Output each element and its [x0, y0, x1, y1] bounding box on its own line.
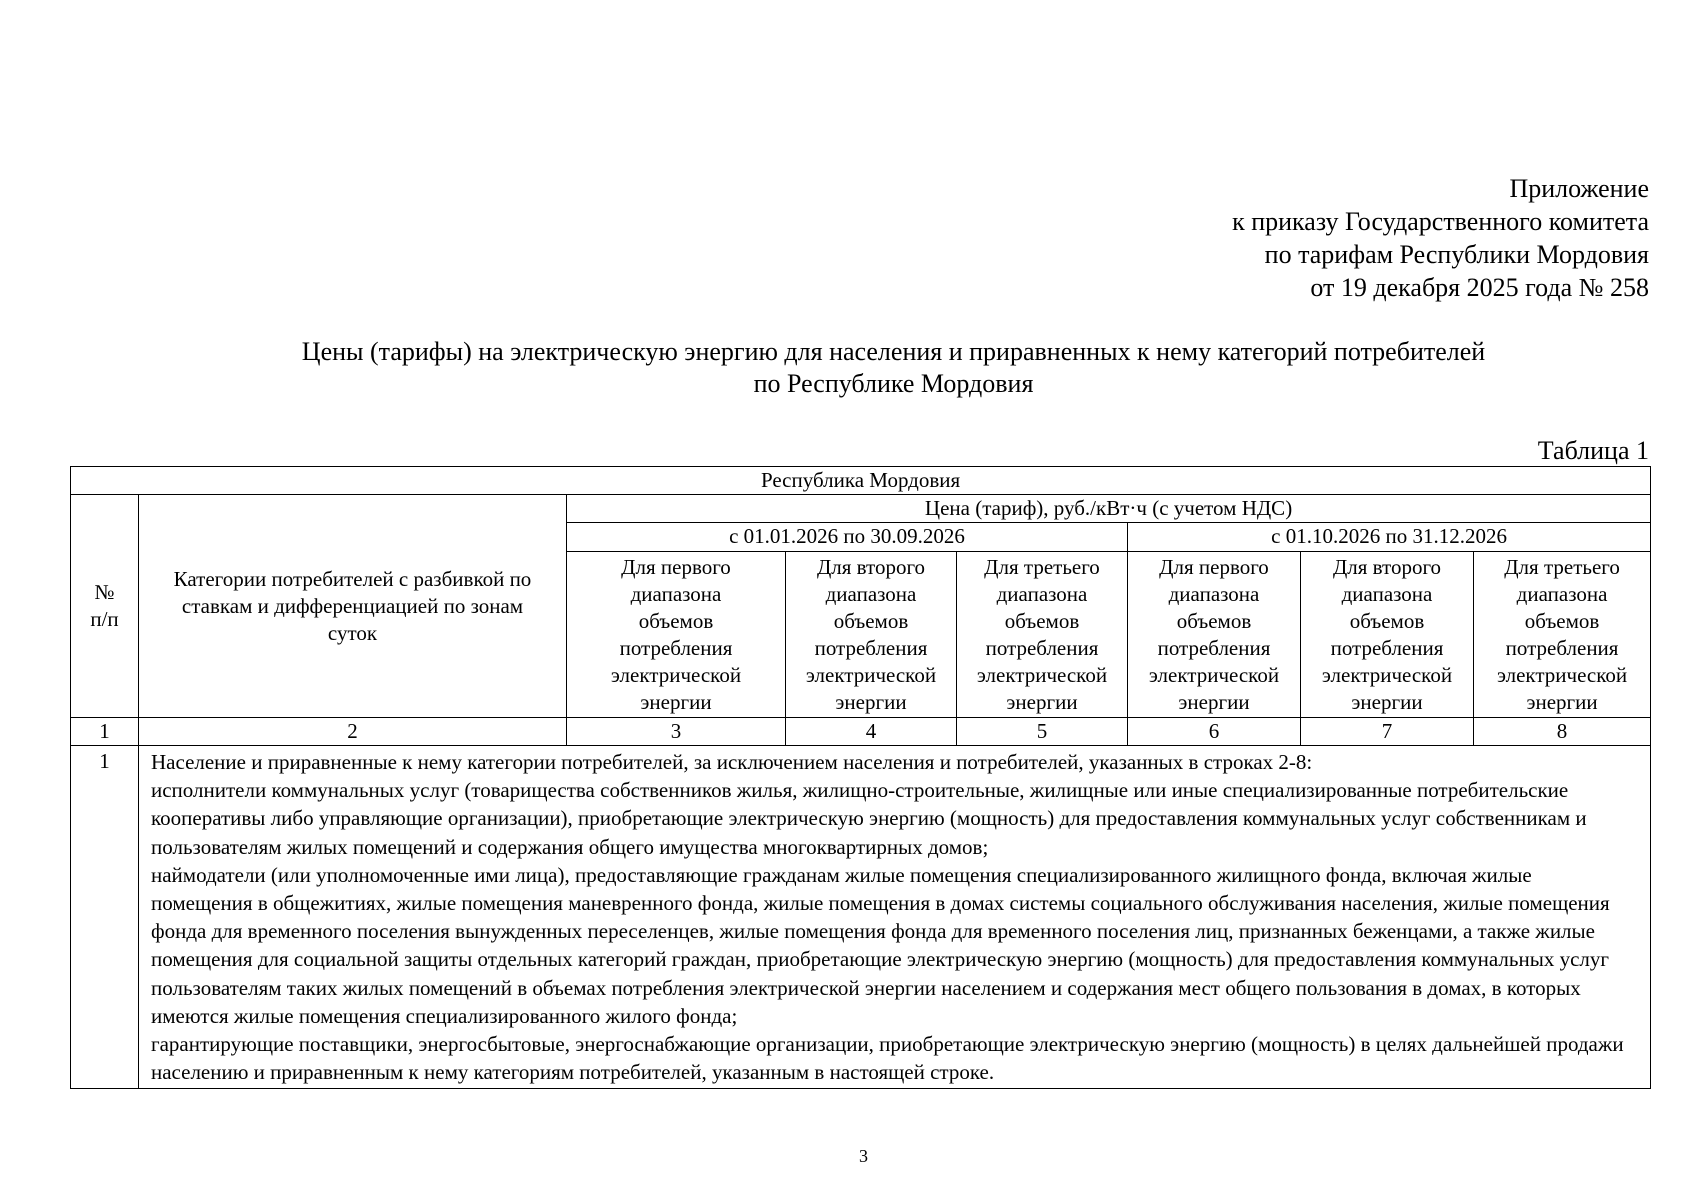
column-number: 4: [786, 718, 957, 746]
document-title: [0, 336, 1697, 400]
region-cell: Республика Мордовия: [71, 467, 1651, 495]
range-header-col-5: Для третьего диапазона объемов потребления электрической энергии: [957, 552, 1128, 718]
document-title-line-1: Цены (тарифы) на электрическую энергию для населения и приравненных к нему категорий потребителей: [301, 337, 1486, 366]
category-paragraph: исполнители коммунальных услуг (товарищества собственников жилья, жилищно-строительные, жилищные или иные специализированные потребительские кооперативы либо управляющие организации), приобретающие электрическую энергию (мощность) для предоставления коммунальных услуг собственникам и пользователям жилых помещений и содержания общего имущества многоквартирных домов;: [151, 778, 1587, 859]
column-number: 7: [1301, 718, 1474, 746]
appendix-header: [1232, 172, 1649, 304]
column-number: 8: [1474, 718, 1651, 746]
category-description: [139, 746, 1651, 1089]
appendix-header-line-1: Приложение: [1509, 174, 1649, 203]
period-header-2: с 01.10.2026 по 31.12.2026: [1128, 523, 1651, 552]
table-price-header-row: [71, 495, 1651, 523]
row-number-header: № п/п: [71, 495, 139, 718]
appendix-header-line-3: по тарифам Республики Мордовия: [1264, 240, 1649, 269]
appendix-header-line-2: к приказу Государственного комитета: [1232, 207, 1649, 236]
category-paragraph: Население и приравненные к нему категории потребителей, за исключением населения и потребителей, указанных в строках 2-8:: [151, 750, 1313, 774]
column-number: 6: [1128, 718, 1301, 746]
row-number: 1: [71, 746, 139, 1089]
column-number: 2: [139, 718, 567, 746]
column-number: 1: [71, 718, 139, 746]
range-header-col-4: Для второго диапазона объемов потребления электрической энергии: [786, 552, 957, 718]
column-number-row: [71, 718, 1651, 746]
range-header-col-8: Для третьего диапазона объемов потребления электрической энергии: [1474, 552, 1651, 718]
range-header-col-6: Для первого диапазона объемов потребления электрической энергии: [1128, 552, 1301, 718]
category-paragraph: гарантирующие поставщики, энергосбытовые, энергоснабжающие организации, приобретающие электрическую энергию (мощность) в целях дальнейшей продажи населению и приравненным к нему категориям потребителей, указанным в настоящей строке.: [151, 1032, 1624, 1085]
category-paragraph: наймодатели (или уполномоченные ими лица), предоставляющие гражданам жилые помещения специализированного жилищного фонда, включая жилые помещения в общежитиях, жилые помещения маневренного фонда, жилые помещения в домах системы социального обслуживания населения, жилые помещения фонда для временного поселения вынужденных переселенцев, жилые помещения фонда для временного поселения лиц, признанных беженцами, а также жилые помещения для социальной защиты отдельных категорий граждан, приобретающие электрическую энергию (мощность) для предоставления коммунальных услуг пользователям таких жилых помещений в объемах потребления электрической энергии населением и содержания мест общего пользования в домах, в которых имеются жилые помещения специализированного жилого фонда;: [151, 862, 1610, 1028]
period-header-1: с 01.01.2026 по 30.09.2026: [567, 523, 1128, 552]
table-row: [71, 746, 1651, 1089]
column-number: 3: [567, 718, 786, 746]
appendix-header-line-4: от 19 декабря 2025 года № 258: [1310, 273, 1649, 302]
column-number: 5: [957, 718, 1128, 746]
price-header: Цена (тариф), руб./кВт·ч (с учетом НДС): [567, 495, 1651, 523]
document-title-line-2: по Республике Мордовия: [753, 369, 1034, 398]
page-number: 3: [859, 1146, 868, 1166]
range-header-col-7: Для второго диапазона объемов потребления электрической энергии: [1301, 552, 1474, 718]
table-region-row: [71, 467, 1651, 495]
category-header: Категории потребителей с разбивкой по ставкам и дифференциацией по зонам суток: [139, 495, 567, 718]
tariff-table: [70, 466, 1651, 1089]
range-header-col-3: Для первого диапазона объемов потребления электрической энергии: [567, 552, 786, 718]
table-label: Таблица 1: [1537, 436, 1649, 465]
